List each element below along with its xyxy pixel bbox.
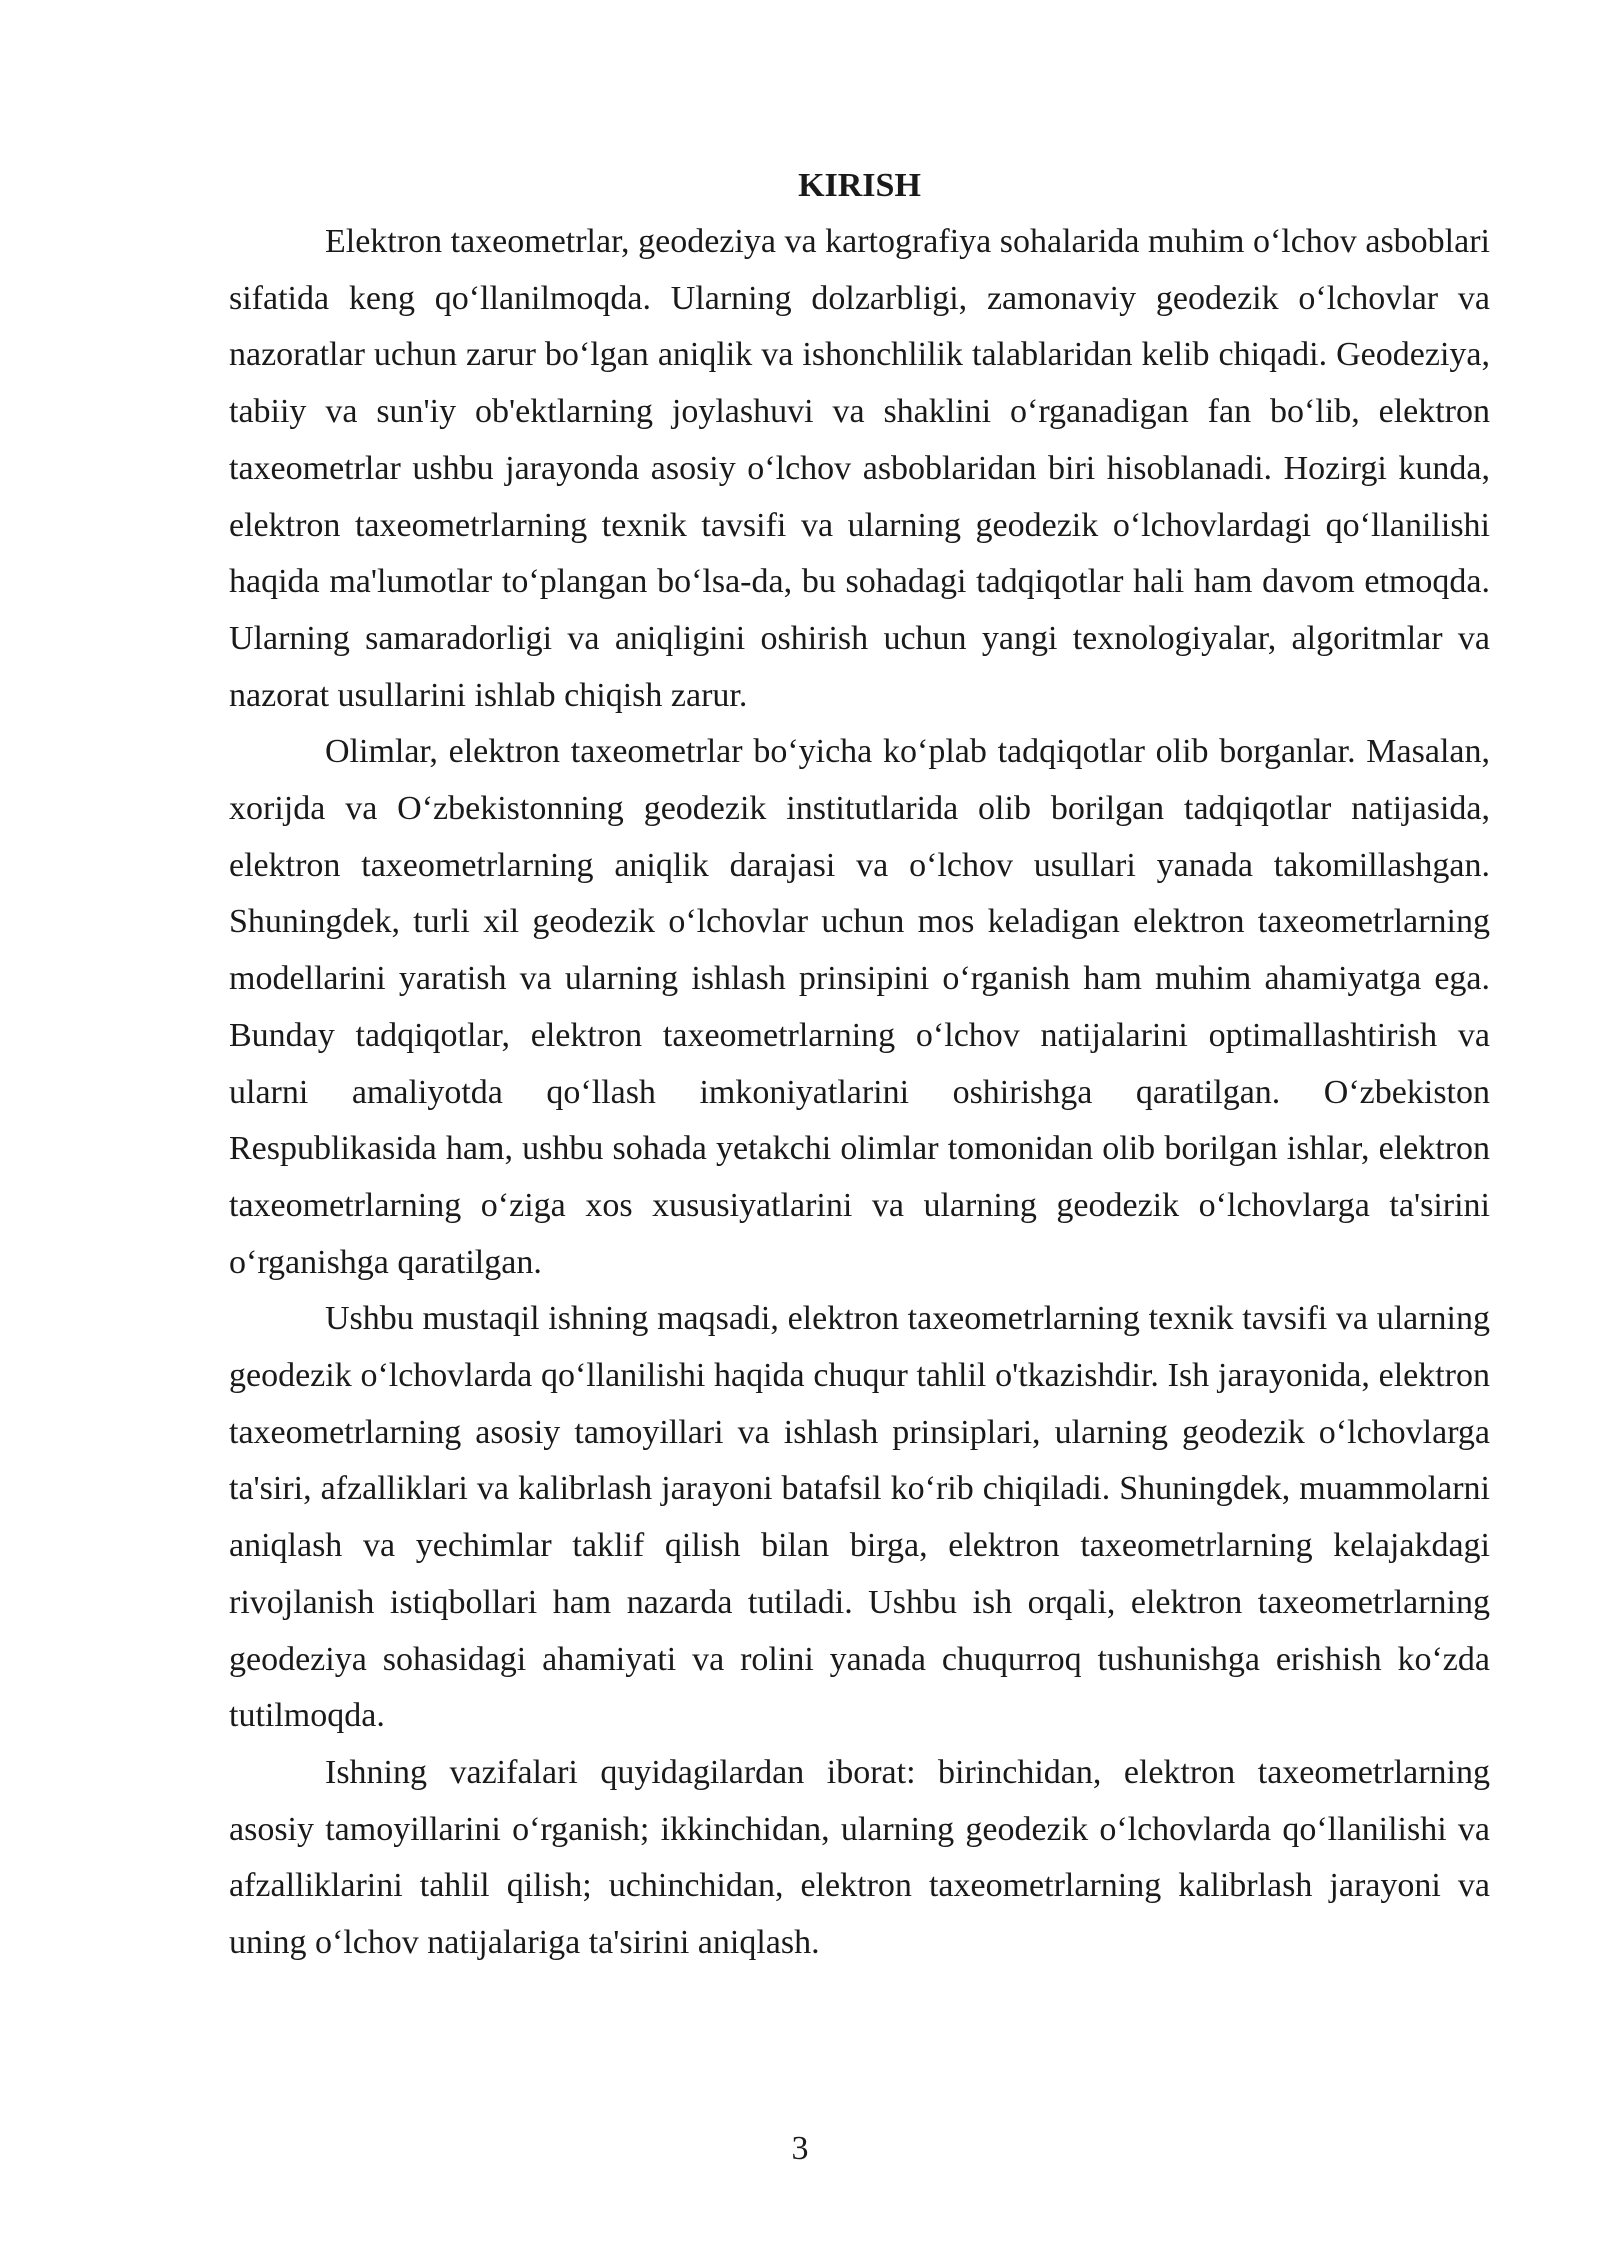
paragraph-4: Ishning vazifalari quyidagilardan iborat: birinchidan, elektron taxeometrlarning asosiy tamoyillarini o‘rganish; ikkinchidan, ularning geodezik o‘lchovlarda qo‘llanilishi va afzalliklarini tahlil qilish; uchinchidan, elektron taxeometrlarning kalibrlash jarayoni va uning o‘lchov natijalariga ta'sirini aniqlash. bbox=[229, 1753, 1490, 1962]
paragraph-2: Olimlar, elektron taxeometrlar bo‘yicha ko‘plab tadqiqotlar olib borganlar. Masalan, xorijda va O‘zbekistonning geodezik institutlarida olib borilgan tadqiqotlar natijasida, elektron taxeometrlarning aniqlik darajasi va o‘lchov usullari yanada takomillashgan. Shuningdek, turli xil geodezik o‘lchovlar uchun mos keladigan elektron taxeometrlarning modellarini yaratish va ularning ishlash prinsipini o‘rganish ham muhim ahamiyatga ega. Bunday tadqiqotlar, elektron taxeometrlarning o‘lchov natijalarini optimallashtirish va ularni amaliyotda qo‘llash imkoniyatlarini oshirishga qaratilgan. O‘zbekiston Respublikasida ham, ushbu sohada yetakchi olimlar tomonidan olib borilgan ishlar, elektron taxeometrlarning o‘ziga xos xususiyatlarini va ularning geodezik o‘lchovlarga ta'sirini o‘rganishga qaratilgan. bbox=[229, 733, 1490, 1281]
paragraph-3: Ushbu mustaqil ishning maqsadi, elektron taxeometrlarning texnik tavsifi va ularning geodezik o‘lchovlarda qo‘llanilishi haqida chuqur tahlil o'tkazishdir. Ish jarayonida, elektron taxeometrlarning asosiy tamoyillari va ishlash prinsiplari, ularning geodezik o‘lchovlarga ta'siri, afzalliklari va kalibrlash jarayoni batafsil ko‘rib chiqiladi. Shuningdek, muammolarni aniqlash va yechimlar taklif qilish bilan birga, elektron taxeometrlarning kelajakdagi rivojlanish istiqbollari ham nazarda tutiladi. Ushbu ish orqali, elektron taxeometrlarning geodeziya sohasidagi ahamiyati va rolini yanada chuqurroq tushunishga erishish ko‘zda tutilmoqda. bbox=[229, 1300, 1490, 1735]
paragraph-1: Elektron taxeometrlar, geodeziya va kartografiya sohalarida muhim o‘lchov asboblari sifatida keng qo‘llanilmoqda. Ularning dolzarbligi, zamonaviy geodezik o‘lchovlar va nazoratlar uchun zarur bo‘lgan aniqlik va ishonchlilik talablaridan kelib chiqadi. Geodeziya, tabiiy va sun'iy ob'ektlarning joylashuvi va shaklini o‘rganadigan fan bo‘lib, elektron taxeometrlar ushbu jarayonda asosiy o‘lchov asboblaridan biri hisoblanadi. Hozirgi kunda, elektron taxeometrlarning texnik tavsifi va ularning geodezik o‘lchovlardagi qo‘llanilishi haqida ma'lumotlar to‘plangan bo‘lsa-da, bu sohadagi tadqiqotlar hali ham davom etmoqda. Ularning samaradorligi va aniqligini oshirish uchun yangi texnologiyalar, algoritmlar va nazorat usullarini ishlab chiqish zarur. bbox=[229, 223, 1490, 714]
page-body bbox=[229, 162, 1490, 1972]
page-number: 3 bbox=[791, 2130, 809, 2167]
page-title: KIRISH bbox=[798, 167, 921, 204]
